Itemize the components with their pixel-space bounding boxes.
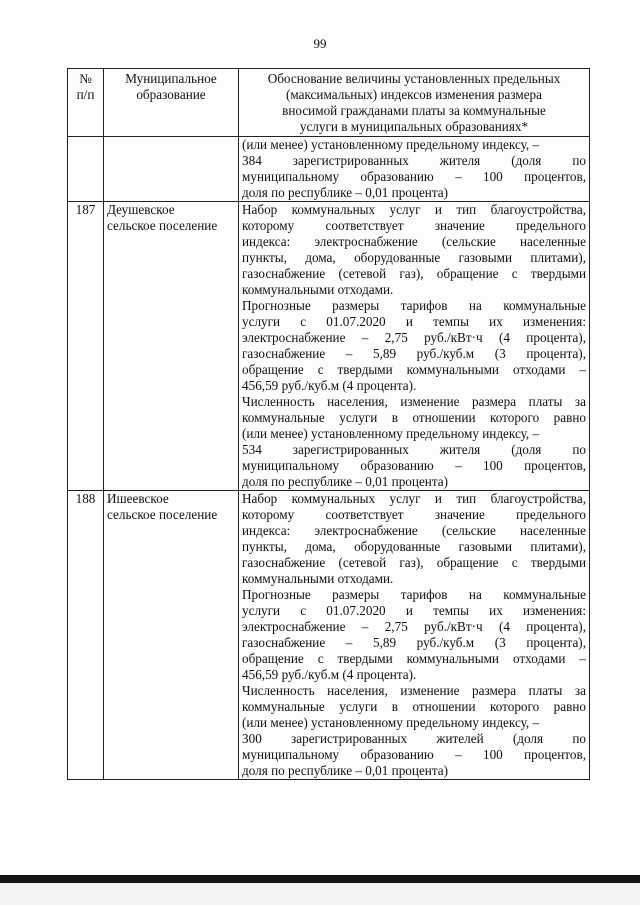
header-justification-line: услуги в муниципальных образованиях* — [299, 119, 529, 134]
justification-line: пункты, дома, оборудованные газовыми плитами), — [242, 539, 586, 554]
row-municipality — [104, 202, 239, 491]
municipality-name-line: Деушевское — [107, 202, 175, 217]
row-municipality — [104, 491, 239, 780]
header-justification-line: (максимальных) индексов изменения размера — [285, 87, 542, 102]
table-body — [68, 137, 590, 780]
row-municipality — [104, 137, 239, 202]
justification-line: 456,59 руб./куб.м (4 процента). — [242, 667, 417, 682]
row-justification — [239, 202, 590, 491]
justification-line: муниципальному образованию – 100 процентов, — [242, 169, 586, 184]
scan-edge-dark — [0, 875, 640, 883]
justification-line: Численность населения, изменение размера платы за — [242, 394, 586, 409]
row-number — [68, 137, 104, 202]
table-row — [68, 491, 590, 780]
table-row — [68, 137, 590, 202]
justification-line: которому соответствует значение предельного — [242, 218, 586, 233]
header-number-line: п/п — [76, 87, 95, 102]
justification-line: обращение с твердыми коммунальными отходами – — [242, 362, 586, 377]
scan-edge-light — [0, 883, 640, 905]
justification-line: Прогнозные размеры тарифов на коммунальные — [242, 298, 586, 313]
justification-line: услуги с 01.07.2020 и темпы их изменения: — [242, 314, 586, 329]
justification-line: пункты, дома, оборудованные газовыми плитами), — [242, 250, 586, 265]
table-row — [68, 202, 590, 491]
justification-line: электроснабжение – 2,75 руб./кВт·ч (4 процента), — [242, 330, 586, 345]
justification-line: коммунальные услуги в отношении которого равно — [242, 410, 586, 425]
justification-line: индекса: электроснабжение (сельские населенные — [242, 523, 586, 538]
justification-line: Численность населения, изменение размера платы за — [242, 683, 586, 698]
header-municipality-line: Муниципальное — [125, 71, 217, 86]
justification-line: (или менее) установленному предельному индексу, – — [242, 715, 540, 730]
justification-line: доля по республике – 0,01 процента) — [242, 474, 449, 489]
justification-line: электроснабжение – 2,75 руб./кВт·ч (4 процента), — [242, 619, 586, 634]
row-justification — [239, 137, 590, 202]
header-municipality-line: образование — [136, 87, 206, 102]
header-justification — [239, 69, 590, 137]
row-number: 188 — [68, 491, 104, 780]
municipality-name-line: сельское поселение — [107, 507, 218, 522]
table-header-row — [68, 69, 590, 137]
justification-line: коммунальные услуги в отношении которого равно — [242, 699, 586, 714]
municipality-name-line: Ишеевское — [107, 491, 169, 506]
justification-line: муниципальному образованию – 100 процентов, — [242, 458, 586, 473]
row-number: 187 — [68, 202, 104, 491]
justification-line: Набор коммунальных услуг и тип благоустройства, — [242, 202, 586, 217]
municipality-name-line: сельское поселение — [107, 218, 218, 233]
header-justification-line: Обоснование величины установленных предельных — [267, 71, 561, 86]
justification-line: услуги с 01.07.2020 и темпы их изменения: — [242, 603, 586, 618]
header-justification-line: вносимой гражданами платы за коммунальные — [282, 103, 546, 118]
justification-line: 456,59 руб./куб.м (4 процента). — [242, 378, 417, 393]
justification-line: 300 зарегистрированных жителей (доля по — [242, 731, 586, 746]
justification-line: муниципальному образованию – 100 процентов, — [242, 747, 586, 762]
justification-line: индекса: электроснабжение (сельские населенные — [242, 234, 586, 249]
justification-line: коммунальными отходами. — [242, 571, 394, 586]
justification-line: коммунальными отходами. — [242, 282, 394, 297]
justification-line: газоснабжение (сетевой газ), обращение с твердыми — [242, 555, 586, 570]
page-number: 99 — [313, 36, 327, 51]
justification-line: газоснабжение – 5,89 руб./куб.м (3 процента), — [242, 346, 586, 361]
justification-line: (или менее) установленному предельному индексу, – — [242, 426, 540, 441]
tariff-index-table — [67, 68, 590, 780]
justification-line: Набор коммунальных услуг и тип благоустройства, — [242, 491, 586, 506]
justification-line: газоснабжение (сетевой газ), обращение с твердыми — [242, 266, 586, 281]
header-municipality — [104, 69, 239, 137]
justification-line: 534 зарегистрированных жителя (доля по — [242, 442, 586, 457]
row-justification — [239, 491, 590, 780]
justification-line: доля по республике – 0,01 процента) — [242, 763, 449, 778]
header-number — [68, 69, 104, 137]
justification-line: которому соответствует значение предельного — [242, 507, 586, 522]
justification-line: (или менее) установленному предельному индексу, – — [242, 137, 540, 152]
justification-line: газоснабжение – 5,89 руб./куб.м (3 процента), — [242, 635, 586, 650]
header-number-line: № — [79, 71, 92, 86]
justification-line: 384 зарегистрированных жителя (доля по — [242, 153, 586, 168]
justification-line: Прогнозные размеры тарифов на коммунальные — [242, 587, 586, 602]
justification-line: доля по республике – 0,01 процента) — [242, 185, 449, 200]
justification-line: обращение с твердыми коммунальными отходами – — [242, 651, 586, 666]
